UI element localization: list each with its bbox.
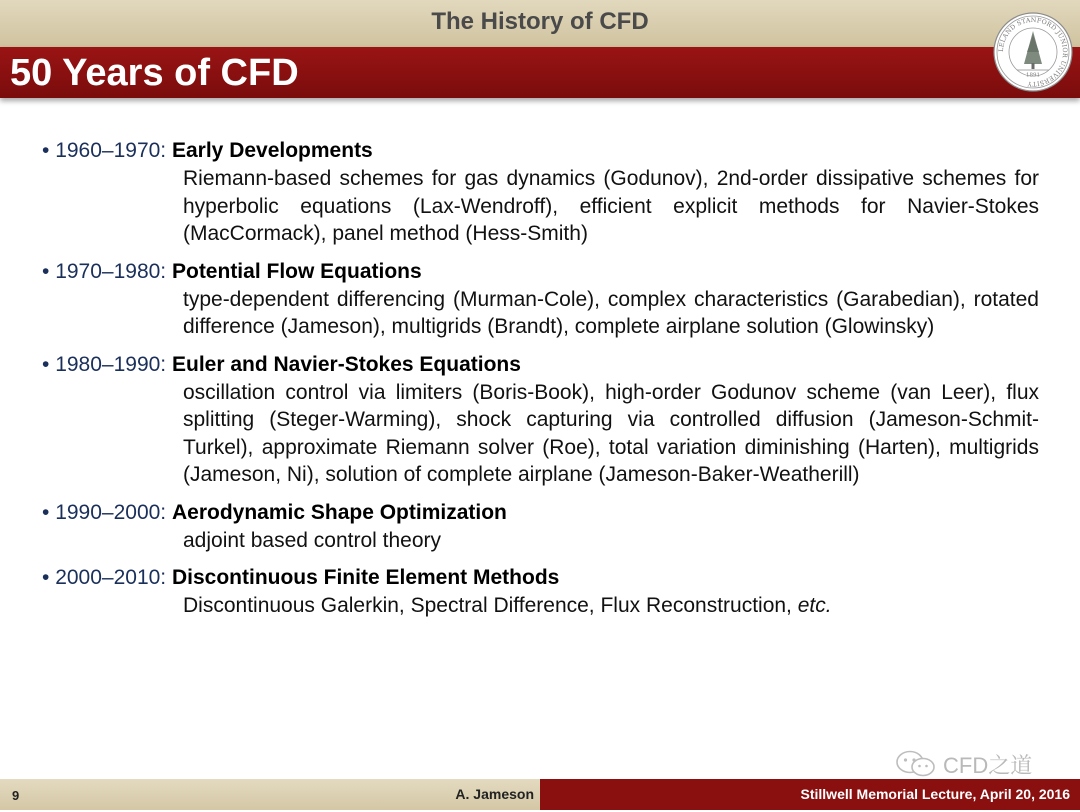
topic-heading: Early Developments <box>171 139 373 162</box>
bullet-list <box>42 137 1042 630</box>
topic-description: adjoint based control theory <box>183 528 441 552</box>
period-label: 1960–1970: <box>55 139 167 162</box>
list-item: • 1960–1970: Early Developments Riemann-based schemes for gas dynamics (Godunov), 2nd-order dissipative schemes for hyperbolic equations (Lax-Wendroff), efficient explicit methods for Navier-Stokes (MacCormack), panel method (Hess-Smith) <box>42 137 1042 248</box>
watermark-text: CFD之道 <box>943 752 1033 778</box>
topic-heading: Discontinuous Finite Element Methods <box>171 566 560 589</box>
list-item: • 1980–1990: Euler and Navier-Stokes Equations oscillation control via limiters (Boris-Book), high-order Godunov scheme (van Leer), flux splitting (Steger-Warming), shock capturing via controlled diffusion (Jameson-Schmit-Turkel), approximate Riemann solver (Roe), total variation diminishing (Harten), multigrids (Jameson, Ni), solution of complete airplane (Jameson-Baker-Weatherill) <box>42 351 1042 489</box>
list-item: • 1990–2000: Aerodynamic Shape Optimization adjoint based control theory <box>42 499 1042 555</box>
footer <box>0 779 1080 810</box>
topic-heading: Potential Flow Equations <box>171 259 422 283</box>
wechat-icon <box>895 750 937 778</box>
list-item: • 1970–1980: Potential Flow Equations type-dependent differencing (Murman-Cole), complex characteristics (Garabedian), rotated difference (Jameson), multigrids (Brandt), complete airplane solution (Glowinsky) <box>42 258 1042 341</box>
slide-title: 50 Years of CFD <box>10 52 299 94</box>
topic-heading: Aerodynamic Shape Optimization <box>171 500 507 524</box>
topic-description: oscillation control via limiters (Boris-Book), high-order Godunov scheme (van Leer), flux splitting (Steger-Warming), shock capturing via controlled diffusion (Jameson-Schmit-Turkel), approximate Riemann solver (Roe), total variation diminishing (Harten), multigrids (Jameson, Ni), solution of complete airplane (Jameson-Baker-Weatherill) <box>183 380 1039 486</box>
topic-description <box>183 592 1039 620</box>
list-item: • 2000–2010: Discontinuous Finite Element Methods Discontinuous Galerkin, Spectral Difference, Flux Reconstruction, etc. <box>42 564 1042 620</box>
seal-text: LELAND STANFORD JUNIOR UNIVERSITY <box>997 16 1069 88</box>
topic-heading: Euler and Navier-Stokes Equations <box>171 352 521 376</box>
footer-right <box>540 779 1080 810</box>
event-name: Stillwell Memorial Lecture, April 20, 2016 <box>800 786 1070 802</box>
period-label: 2000–2010: <box>55 566 167 589</box>
page-number: 9 <box>12 788 20 803</box>
stanford-seal-icon <box>993 12 1073 92</box>
section-title: The History of CFD <box>431 8 649 35</box>
topic-description: Riemann-based schemes for gas dynamics (Godunov), 2nd-order dissipative schemes for hyperbolic equations (Lax-Wendroff), efficient explicit methods for Navier-Stokes (MacCormack), panel method (Hess-Smith) <box>183 167 1039 245</box>
topic-description: type-dependent differencing (Murman-Cole), complex characteristics (Garabedian), rotated difference (Jameson), multigrids (Brandt), complete airplane solution (Glowinsky) <box>183 287 1039 338</box>
period-label: 1970–1980: <box>55 259 167 283</box>
period-label: 1990–2000: <box>55 500 167 524</box>
title-bar <box>0 47 1080 98</box>
description-etc: etc. <box>797 594 832 617</box>
description-text: Discontinuous Galerkin, Spectral Difference, Flux Reconstruction, <box>183 594 792 617</box>
footer-left <box>0 779 540 810</box>
watermark <box>895 748 1032 780</box>
period-label: 1980–1990: <box>55 352 167 376</box>
author: A. Jameson <box>455 786 534 802</box>
seal-year: 1891 <box>1026 72 1040 79</box>
